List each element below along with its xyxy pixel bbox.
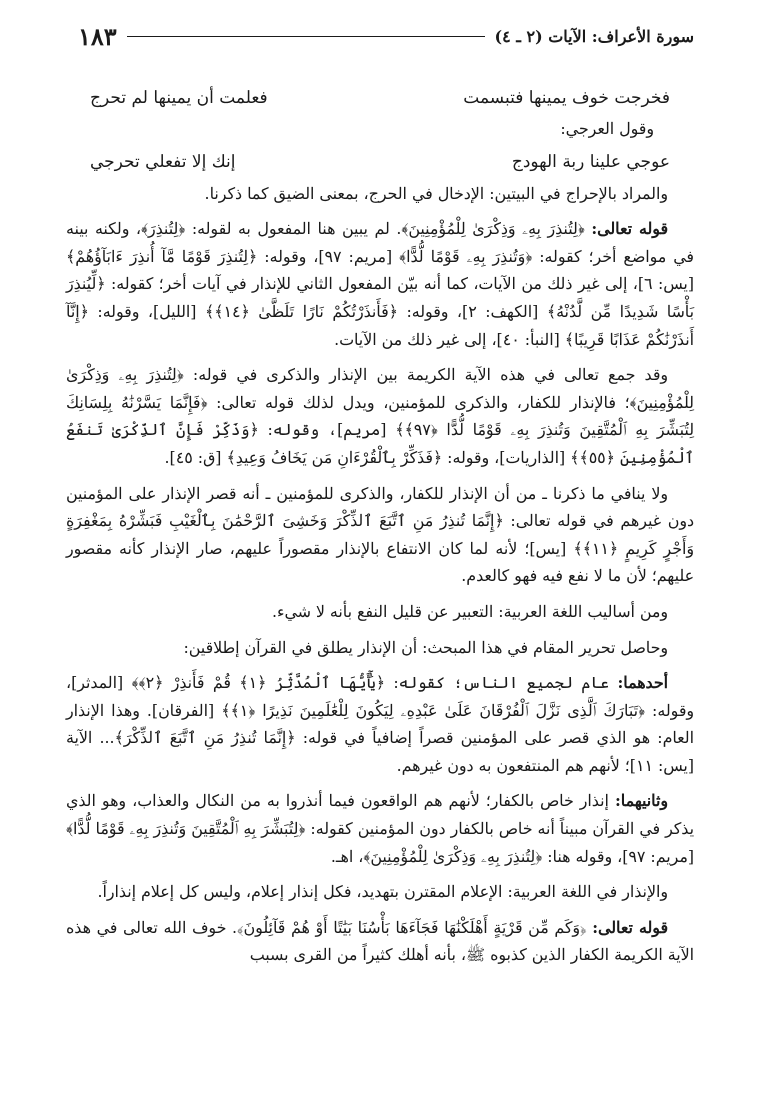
paragraph-lead: قوله تعالى: <box>592 917 668 937</box>
paragraph-lead: وثانيهما: <box>614 791 668 811</box>
paragraph-ahaduhuma <box>66 669 694 779</box>
page-number: ١٨٣ <box>78 21 117 51</box>
verse-1-second-hemistich: فعلمت أن يمينها لم تحرج <box>90 87 268 108</box>
paragraph-la-yunafi: ولا ينافي ما ذكرنا ـ من أن الإنذار للكفار، والذكرى للمؤمنين ـ أنه قصر الإنذار على المؤمنين دون غيرهم في قوله تعالى: ﴿إِنَّمَا تُنذِرُ مَنِ ٱتَّبَعَ ٱلذِّكْرَ وَخَشِىَ ٱلرَّحْمَٰنَ بِٱلْغَيْبِ فَبَشِّرْهُ بِمَغْفِرَةٍ وَأَجْرٍ كَرِيمٍ ﴿١١﴾﴾ [يس]؛ لأنه لما كان الانتفاع بالإنذار مقصوراً عليهم، صار الإنذار كأنه مقصور عليهم؛ لأن ما لا نفع فيه فهو كالعدم. <box>66 483 694 586</box>
paragraph-jama: وقد جمع تعالى في هذه الآية الكريمة بين الإنذار والذكرى في قوله: ﴿لِتُنذِرَ بِهِۦ وَذِكْرَىٰ لِلْمُؤْمِنِينَ﴾؛ فالإنذار للكفار، والذكرى للمؤمنين، ويدل لذلك قوله تعالى: ﴿فَإِنَّمَا يَسَّرْنَٰهُ بِلِسَانِكَ لِتُبَشِّرَ بِهِ ٱلْمُتَّقِينَ وَتُنذِرَ بِهِۦ قَوْمًا لُّدًّا ﴿٩٧﴾﴾ [مريم]، وقوله: ﴿وَذَكِّرْ فَإِنَّ ٱلذِّكْرَىٰ تَنفَعُ ٱلْمُؤْمِنِينَ ﴿٥٥﴾﴾ [الذاريات]، وقوله: ﴿فَذَكِّرْ بِٱلْقُرْءَانِ مَن يَخَافُ وَعِيدِ﴾ [ق: ٤٥]. <box>66 365 695 467</box>
verse-2-first-hemistich: عوجي علينا ربة الهودج <box>511 152 670 173</box>
poem-verse-1 <box>66 82 694 115</box>
poem-verse-2 <box>66 147 694 180</box>
paragraph-hasil: وحاصل تحرير المقام في هذا المبحث: أن الإنذار يطلق في القرآن إطلاقين: <box>183 637 668 657</box>
page-header <box>78 18 694 54</box>
header-rule <box>127 36 485 37</box>
paragraph-text: ﴿لِتُنذِرَ بِهِۦ وَذِكْرَىٰ لِلْمُؤْمِنِينَ﴾. لم يبين هنا المفعول به لقوله: ﴿لِتُنذِرَ﴾، ولكنه بينه في مواضع أخر؛ كقوله: ﴿وَتُنذِرَ بِهِۦ قَوْمًا لُّدًّا﴾ [مريم: ٩٧]، وقوله: ﴿لِتُنذِرَ قَوْمًا مَّآ أُنذِرَ ءَابَآؤُهُمْ﴾ [يس: ٦]، إلى غير ذلك من الآيات، كما أنه بيّن المفعول الثاني للإنذار في آيات أخر؛ كقوله: ﴿لِّيُنذِرَ بَأْسًا شَدِيدًا مِّن لَّدُنْهُ﴾ [الكهف: ٢]، وقوله: ﴿فَأَنذَرْتُكُمْ نَارًا تَلَظَّىٰ ﴿١٤﴾﴾ [الليل]، وقوله: ﴿إِنَّآ أَنذَرْنَٰكُمْ عَذَابًا قَرِيبًا﴾ [النبأ: ٤٠]، إلى غير ذلك من الآيات. <box>66 219 695 349</box>
paragraph-asalib: ومن أساليب اللغة العربية: التعبير عن قليل النفع بأنه لا شيء. <box>272 601 668 621</box>
paragraph-indhar-lugha: والإنذار في اللغة العربية: الإعلام المقترن بتهديد، فكل إنذار إعلام، وليس كل إعلام إنذاراً. <box>97 882 668 902</box>
poem-intro: وقول العرجي: <box>560 119 654 138</box>
paragraph-text: عام لجميع الناس؛ كقوله: ﴿يَٰٓأَيُّهَا ٱلْمُدَّثِّرُ ﴿١﴾ قُمْ فَأَنذِرْ ﴿٢﴾﴾ [المدثر]، وقوله: ﴿تَبَارَكَ ٱلَّذِى نَزَّلَ ٱلْفُرْقَانَ عَلَىٰ عَبْدِهِۦ لِيَكُونَ لِلْعَٰلَمِينَ نَذِيرًا ﴿١﴾﴾ [الفرقان]. وهذا الإنذار العام: هو الذي قصر على المؤمنين قصراً إضافياً في قوله: ﴿إِنَّمَا تُنذِرُ مَنِ ٱتَّبَعَ ٱلذِّكْرَ﴾... الآية [يس: ١١]؛ لأنهم هم المنتفعون به دون غيرهم. <box>66 673 695 775</box>
paragraph-text: ﴿وَكَم مِّن قَرْيَةٍ أَهْلَكْنَٰهَا فَجَآءَهَا بَأْسُنَا بَيَٰتًا أَوْ هُمْ قَآئِلُونَ﴾. خوف الله تعالى في هذه الآية الكريمة الكفار الذين كذبوه ﷺ، بأنه أهلك كثيراً من القرى بسبب <box>66 917 694 965</box>
paragraph-meaning: والمراد بالإحراج في البيتين: الإدخال في الحرج، بمعنى الضيق كما ذكرنا. <box>204 183 668 203</box>
paragraph-thaniyhuma <box>66 787 694 870</box>
paragraph-lead: قوله تعالى: <box>591 219 668 239</box>
paragraph-text: إنذار خاص بالكفار؛ لأنهم هم الواقعون فيما أنذروا به من النكال والعذاب، وهو الذي يذكر في القرآن مبيناً أنه خاص بالكفار دون المؤمنين كقوله: ﴿لِتُبَشِّرَ بِهِ ٱلْمُتَّقِينَ وَتُنذِرَ بِهِۦ قَوْمًا لُّدًّا﴾ [مريم: ٩٧]، وقوله هنا: ﴿لِتُنذِرَ بِهِۦ وَذِكْرَىٰ لِلْمُؤْمِنِينَ﴾، اهـ. <box>66 791 694 866</box>
paragraph-lead: أحدهما: <box>617 673 668 693</box>
page-body <box>66 82 694 977</box>
verse-2-second-hemistich: إنك إلا تفعلي تحرجي <box>90 152 236 173</box>
paragraph-qawluhu-1 <box>66 215 694 353</box>
paragraph-qawluhu-2 <box>66 914 694 969</box>
verse-1-first-hemistich: فخرجت خوف يمينها فتبسمت <box>463 87 670 108</box>
running-title: سورة الأعراف: الآيات (٢ ـ ٤) <box>494 26 694 46</box>
